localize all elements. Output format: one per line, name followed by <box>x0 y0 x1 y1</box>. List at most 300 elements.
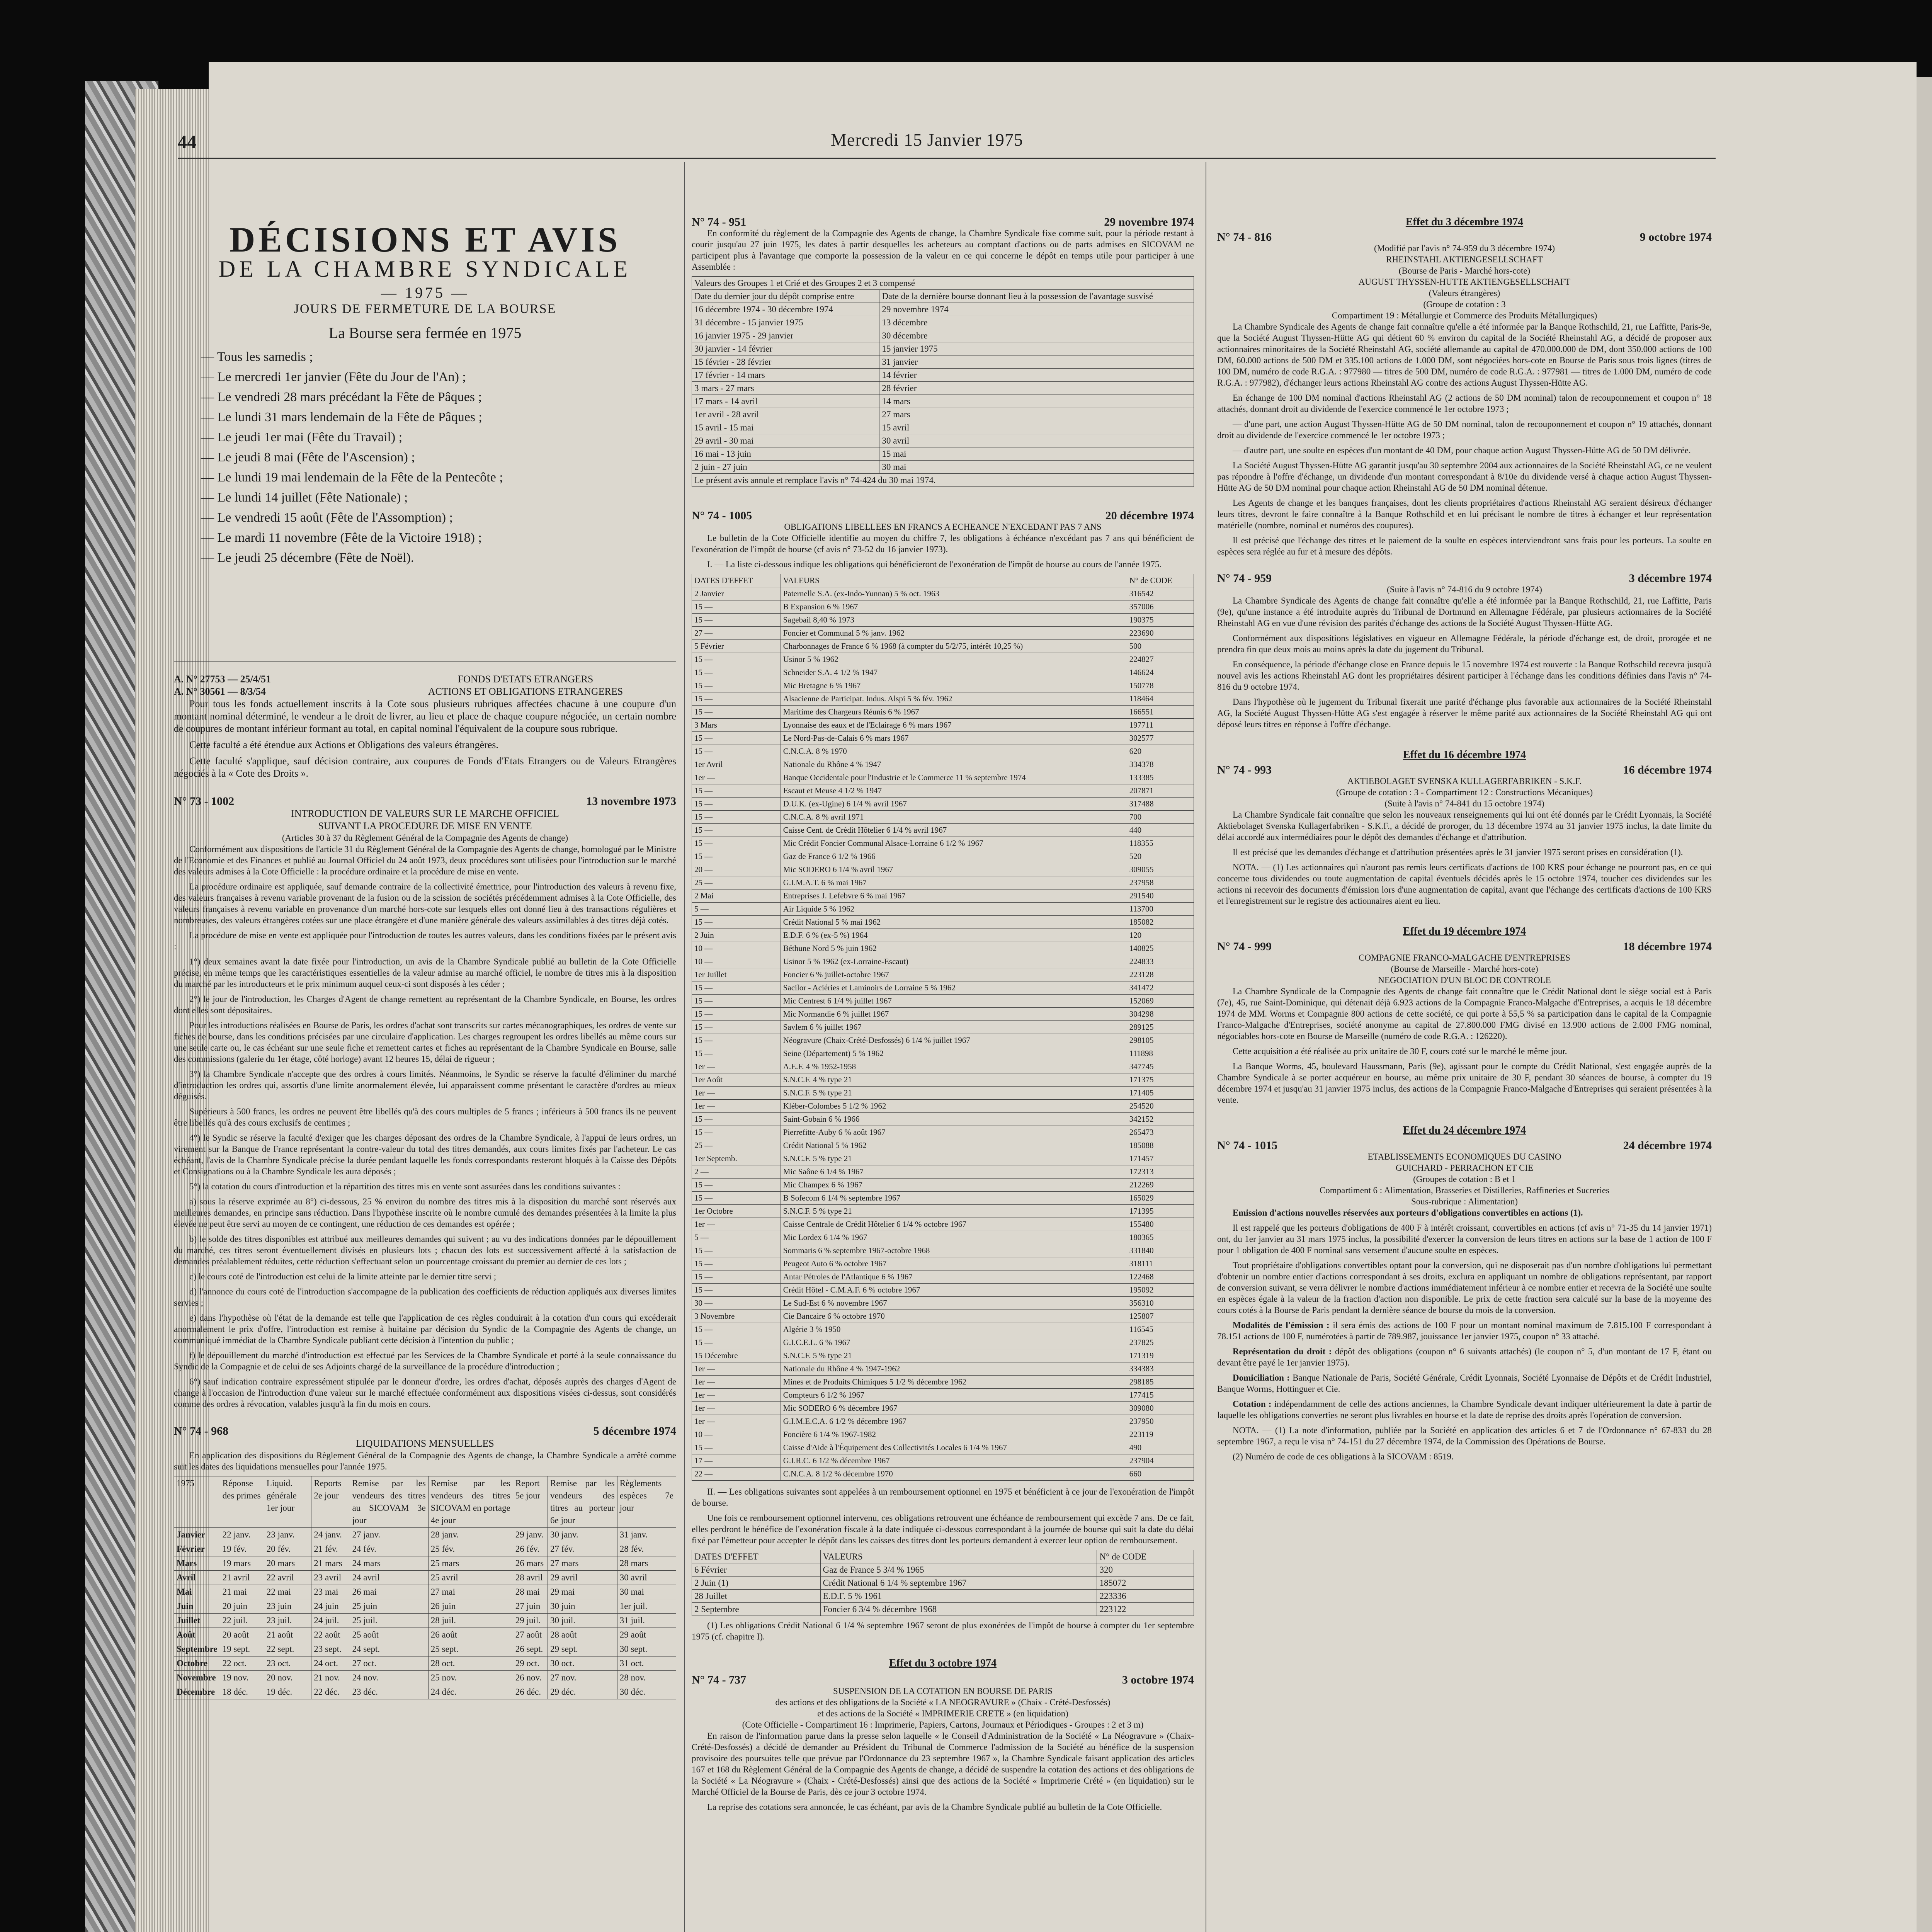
avis-951-cell: 29 avril - 30 mai <box>692 434 879 447</box>
column-2 <box>692 166 1194 1816</box>
avis-816-paragraph-4: — d'autre part, une soulte en espèces d'un montant de 40 DM, pour chaque action August Thyssen-Hütte AG de 50 DM délivrée. <box>1233 446 1691 455</box>
bond-table-cell: 30 — <box>692 1297 781 1310</box>
bond-table-row <box>692 955 1194 968</box>
liquidation-table-cell: 21 nov. <box>311 1671 350 1685</box>
bond-table-row <box>692 1336 1194 1349</box>
avis-1002-paragraph: La procédure de mise en vente est appliquée pour l'introduction de toutes les autres valeurs, dans les conditions fixées par le présent avis : <box>174 930 676 951</box>
avis-993-effect: Effet du 16 décembre 1974 <box>1403 749 1526 761</box>
bond-table-cell: 17 — <box>692 1454 781 1468</box>
liquidation-table-cell: 22 mai <box>264 1585 311 1599</box>
bond-table-cell: 291540 <box>1127 889 1194 903</box>
liquidation-table-cell: 26 août <box>428 1628 513 1642</box>
liquidation-table-cell: 26 sept. <box>513 1642 548 1656</box>
bond-table-row <box>692 600 1194 614</box>
bond-table-cell: Alsacienne de Participat. Indus. Alspi 5 % fév. 1962 <box>781 692 1127 706</box>
bond-table-cell: 342152 <box>1127 1113 1194 1126</box>
avis-816-effect: Effet du 3 décembre 1974 <box>1405 216 1524 228</box>
liquidation-table-cell: 25 août <box>350 1628 428 1642</box>
bond-table-cell: E.D.F. 6 % (ex-5 %) 1964 <box>781 929 1127 942</box>
liquidation-table-cell: 26 déc. <box>513 1685 548 1699</box>
avis-1015-sub-4: Compartiment 6 : Alimentation, Brasseries et Distilleries, Raffineries et Sucreries <box>1319 1185 1610 1195</box>
bond-table-cell: 15 — <box>692 1336 781 1349</box>
bond-table-cell: 120 <box>1127 929 1194 942</box>
bond-table-cell: 171457 <box>1127 1152 1194 1165</box>
liquidation-table-cell: 30 juin <box>548 1599 617 1614</box>
bond-table-cell: 289125 <box>1127 1021 1194 1034</box>
bond-table-row <box>692 1310 1194 1323</box>
bond-table-cell: 15 — <box>692 981 781 995</box>
bond-table-cell: G.I.C.E.L. 6 % 1967 <box>781 1336 1127 1349</box>
liquidation-table-header: Remise par les vendeurs des titres au SICOVAM 3e jour <box>350 1476 428 1528</box>
liquidation-table-cell: 26 fév. <box>513 1542 548 1556</box>
bond-table-cell: 1er Octobre <box>692 1205 781 1218</box>
bond-table-cell: 309080 <box>1127 1402 1194 1415</box>
avis-1015-sub-3: (Groupes de cotation : B et 1 <box>1413 1174 1516 1184</box>
bond-table-cell: Sagebail 8,40 % 1973 <box>781 614 1127 627</box>
avis-951-cell: 31 janvier <box>879 355 1194 369</box>
bond-table-cell: Mic Saône 6 1/4 % 1967 <box>781 1165 1127 1179</box>
liquidation-table-cell: 20 mars <box>264 1556 311 1571</box>
foreign-paragraph-1: Pour tous les fonds actuellement inscrits à la Cote sous plusieurs rubriques affectées chacune à une coupure d'un montant nominal déterminé, le vendeur a le droit de livrer, au lieu et place de chaque coupure négociée, un certain nombre de coupures de montant inférieur formant au total, en capital nominal l'équivalent de la coupure sous rubrique. <box>174 698 676 734</box>
holiday-item: — Le lundi 31 mars lendemain de la Fête de Pâques ; <box>201 410 482 424</box>
avis-1005-section-1: I. — La liste ci-dessous indique les obligations qui bénéficieront de l'exonération de l'impôt de bourse au cours de l'année 1975. <box>707 560 1162 569</box>
liquidation-table-row <box>174 1542 676 1556</box>
bond-table-cell: S.N.C.F. 5 % type 21 <box>781 1205 1127 1218</box>
liquidation-table-header: Reports 2e jour <box>311 1476 350 1528</box>
bond-table-cell: 15 — <box>692 1126 781 1139</box>
bond-table-cell: Mic SODERO 6 % décembre 1967 <box>781 1402 1127 1415</box>
avis-816-paragraph-3: — d'une part, une action August Thyssen-Hütte AG de 50 DM nominal, talon de recouponnement et coupon n° 19 attachés, donnant droit au dividende de l'exercice commencé le 1er octobre 1973 ; <box>1217 419 1712 440</box>
bond-table-cell: Béthune Nord 5 % juin 1962 <box>781 942 1127 955</box>
bond-table-cell: 224833 <box>1127 955 1194 968</box>
bond-table-cell: Crédit National 5 % 1962 <box>781 1139 1127 1152</box>
avis-951-cell: 29 novembre 1974 <box>879 303 1194 316</box>
bond-table-2-cell: 6 Février <box>692 1563 821 1577</box>
avis-1002-paragraph: b) le solde des titres disponibles est attribué aux meilleures demandes qui suivent ; au vu des indications données par le dépouillement du marché, ces titres seront éventuellement divisés en plusieurs lots ; chacun des lots est successivement affecté à la satisfaction de demandes préalablement réduites, cette réduction s'effectuant selon un pourcentage croissant du premier au dernier de ces lots ; <box>174 1234 676 1266</box>
bond-table-row <box>692 1376 1194 1389</box>
avis-951-cell: 15 février - 28 février <box>692 355 879 369</box>
bond-table-cell: 150778 <box>1127 679 1194 692</box>
avis-951-row <box>692 447 1194 461</box>
bond-table-2-row <box>692 1563 1194 1577</box>
bond-table-header-dates: DATES D'EFFET <box>692 574 781 587</box>
avis-999-paragraph-2: Cette acquisition a été réalisée au prix unitaire de 30 F, cours coté sur le marché le même jour. <box>1233 1046 1567 1056</box>
bond-table-row <box>692 1152 1194 1165</box>
liquidation-table-cell: Mai <box>174 1585 220 1599</box>
liquidation-table-cell: 24 janv. <box>311 1528 350 1542</box>
liquidation-table-row <box>174 1528 676 1542</box>
avis-951-cell: 16 mai - 13 juin <box>692 447 879 461</box>
liquidation-table-cell: 27 mars <box>548 1556 617 1571</box>
bond-table-cell: 15 — <box>692 798 781 811</box>
holiday-item: — Le jeudi 8 mai (Fête de l'Ascension) ; <box>201 450 415 464</box>
bond-table-cell: 237825 <box>1127 1336 1194 1349</box>
avis-1002-paragraph: 2°) le jour de l'introduction, les Charges d'Agent de change remettent au représentant de la Chambre Syndicale, en Bourse, les ordres dont elles sont dépositaires. <box>174 994 676 1015</box>
bond-table-cell: 318111 <box>1127 1257 1194 1270</box>
bond-table-cell: 25 — <box>692 876 781 889</box>
bond-table-cell: Pierrefitte-Auby 6 % août 1967 <box>781 1126 1127 1139</box>
avis-993-paragraph-2: Il est précisé que les demandes d'échange et d'attribution présentées après le 31 janvier 1975 seront prises en considération (1). <box>1233 847 1683 857</box>
bond-table-row <box>692 1192 1194 1205</box>
liquidation-table <box>174 1476 676 1699</box>
bond-table-row <box>692 732 1194 745</box>
bond-table-cell: G.I.M.A.T. 6 % mai 1967 <box>781 876 1127 889</box>
avis-999-sub-3: NEGOCIATION D'UN BLOC DE CONTROLE <box>1378 975 1551 985</box>
bond-table-2-cell: Crédit National 6 1/4 % septembre 1967 <box>820 1577 1097 1590</box>
liquidation-table-cell: 22 juil. <box>220 1614 264 1628</box>
holiday-item: — Le lundi 19 mai lendemain de la Fête de la Pentecôte ; <box>201 470 503 485</box>
bond-table-cell: 15 — <box>692 995 781 1008</box>
bond-table-cell: 1er — <box>692 1100 781 1113</box>
avis-816-sub-1: (Modifié par l'avis n° 74-959 du 3 décembre 1974) <box>1374 243 1555 253</box>
bond-table-cell: 15 — <box>692 1244 781 1257</box>
avis-1005-number: N° 74 - 1005 <box>692 509 752 522</box>
foreign-paragraph-2: Cette faculté a été étendue aux Actions et Obligations des valeurs étrangères. <box>189 739 498 750</box>
year-heading: — 1975 — <box>381 284 469 301</box>
liquidation-table-cell: 1er juil. <box>617 1599 676 1614</box>
bond-table-cell: 15 — <box>692 1192 781 1205</box>
holiday-item: — Tous les samedis ; <box>201 350 313 364</box>
bond-table-cell: 165029 <box>1127 1192 1194 1205</box>
liquidation-table-cell: 29 oct. <box>513 1656 548 1671</box>
bond-table-cell: 1er — <box>692 1060 781 1073</box>
liquidation-table-cell: 22 sept. <box>264 1642 311 1656</box>
bond-table-cell: 146624 <box>1127 666 1194 679</box>
avis-816-paragraph-6: Les Agents de change et les banques françaises, dont les clients propriétaires d'actions Rheinstahl AG seraient désireux d'échanger leurs titres, devront le faire connaître à la Banque Rothschild et en lui précisant le nombre de titres à échanger et leur représentation matérielle (nombre, nominal et numéros des coupures). <box>1217 498 1712 530</box>
liquidation-table-cell: 23 oct. <box>264 1656 311 1671</box>
bond-table-row <box>692 1244 1194 1257</box>
bond-table-cell: Nationale du Rhône 4 % 1947 <box>781 758 1127 771</box>
bond-table-row <box>692 1021 1194 1034</box>
avis-951-cell: 15 mai <box>879 447 1194 461</box>
bond-table-cell: 177415 <box>1127 1389 1194 1402</box>
liquidation-table-cell: 21 mars <box>311 1556 350 1571</box>
bond-table-cell: 1er — <box>692 771 781 784</box>
avis-1005-section-2b: Une fois ce remboursement optionnel intervenu, ces obligations retrouvent une échéance de remboursement qui excède 7 ans. De ce fait, elles perdront le bénéfice de l'exonération fiscale à la date indiquée ci-dessous correspondant à la journée de bourse qui suit la date du délai fixé par l'émetteur pour accepter le dépôt dans les caisses des titres dont les porteurs demandent à exercer leur option de remboursement. <box>692 1513 1194 1545</box>
bond-table-cell: Escaut et Meuse 4 1/2 % 1947 <box>781 784 1127 798</box>
bond-table-2-cell: 185072 <box>1097 1577 1194 1590</box>
bond-table-cell: Kléber-Colombes 5 1/2 % 1962 <box>781 1100 1127 1113</box>
bond-table-cell: 133385 <box>1127 771 1194 784</box>
liquidation-table-cell: 28 oct. <box>428 1656 513 1671</box>
bond-table-row <box>692 1415 1194 1428</box>
avis-951-cell: 17 mars - 14 avril <box>692 395 879 408</box>
avis-951-col-b: Date de la dernière bourse donnant lieu à la possession de l'avantage susvisé <box>879 290 1194 303</box>
bond-table-cell: 171375 <box>1127 1073 1194 1087</box>
bond-table-cell: Crédit National 5 % mai 1962 <box>781 916 1127 929</box>
bond-table-cell: D.U.K. (ex-Ugine) 6 1/4 % avril 1967 <box>781 798 1127 811</box>
avis-951-cell: 14 mars <box>879 395 1194 408</box>
avis-951-row <box>692 408 1194 421</box>
avis-1002-paragraph: 4°) le Syndic se réserve la faculté d'exiger que les charges déposant des ordres de la Chambre Syndicale, à l'appui de leurs ordres, un virement sur la Banque de France représentant la contre-valeur du total des titres demandés, aux cours limites fixés par l'acheteur. Le cas échéant, l'avis de la Chambre Syndicale précise la durée pendant laquelle les fonds correspondants resteront bloqués à la Caisse des Dépôts et Consignations ou à la Chambre Syndicale les aura déposés ; <box>174 1133 676 1176</box>
bond-table-cell: 15 — <box>692 679 781 692</box>
bond-table-cell: 298105 <box>1127 1034 1194 1047</box>
liquidation-table-cell: 19 sept. <box>220 1642 264 1656</box>
avis-951-cell: 30 janvier - 14 février <box>692 342 879 355</box>
bond-table-cell: 22 — <box>692 1468 781 1481</box>
liquidation-table-cell: 28 juil. <box>428 1614 513 1628</box>
bond-table-cell: Caisse Cent. de Crédit Hôtelier 6 1/4 % avril 1967 <box>781 824 1127 837</box>
bond-table-cell: Saint-Gobain 6 % 1966 <box>781 1113 1127 1126</box>
bond-table-cell: 15 — <box>692 1034 781 1047</box>
liquidation-table-cell: 28 mai <box>513 1585 548 1599</box>
avis-816-date: 9 octobre 1974 <box>1639 231 1712 243</box>
avis-1005-intro: Le bulletin de la Cote Officielle identifie au moyen du chiffre 7, les obligations à échéance n'excédant pas 7 ans qui bénéficient de l'exonération de l'impôt de bourse (cf avis n° 73-52 du 16 janvier 1973). <box>692 533 1194 554</box>
column-3 <box>1217 166 1712 1466</box>
bond-table-cell: 357006 <box>1127 600 1194 614</box>
liquidation-table-row <box>174 1585 676 1599</box>
liquidation-table-cell: 20 nov. <box>264 1671 311 1685</box>
bond-table-cell: 331840 <box>1127 1244 1194 1257</box>
avis-1002-paragraph: e) dans l'hypothèse où l'état de la demande est telle que l'application de ces règles conduirait à la cotation d'un cours qui excéderait anormalement le prix d'offre, l'introduction est remise à huitaine par décision du Syndic de la Compagnie des Agents de change, un communiqué immédiat de la Chambre Syndicale publiant cette décision à l'intention du public ; <box>174 1313 676 1345</box>
bond-table-cell: 15 — <box>692 916 781 929</box>
liquidation-table-header-row <box>174 1476 676 1528</box>
bond-table-row <box>692 1179 1194 1192</box>
bond-table-cell: 1er — <box>692 1389 781 1402</box>
bond-table-cell: 171319 <box>1127 1349 1194 1362</box>
bond-table-row <box>692 771 1194 784</box>
bond-table-cell: Mines et de Produits Chimiques 5 1/2 % décembre 1962 <box>781 1376 1127 1389</box>
avis-951-cell: 17 février - 14 mars <box>692 369 879 382</box>
avis-1002-paragraph: c) le cours coté de l'introduction est celui de la limite atteinte par le dernier titre servi ; <box>189 1272 497 1281</box>
avis-951-cell: 15 avril <box>879 421 1194 434</box>
bond-table-cell: 15 — <box>692 706 781 719</box>
bond-table-row <box>692 692 1194 706</box>
bond-table-cell: Air Liquide 5 % 1962 <box>781 903 1127 916</box>
avis-1015-sub-5: Sous-rubrique : Alimentation) <box>1411 1197 1518 1206</box>
liquidation-table-cell: 30 mai <box>617 1585 676 1599</box>
bond-table-cell: 5 — <box>692 903 781 916</box>
bond-table-cell: 356310 <box>1127 1297 1194 1310</box>
avis-816-number: N° 74 - 816 <box>1217 231 1272 243</box>
bond-table-row <box>692 627 1194 640</box>
liquidation-table-cell: 21 août <box>264 1628 311 1642</box>
foreign-shares-title: ACTIONS ET OBLIGATIONS ETRANGERES <box>428 686 623 697</box>
avis-816-paragraph-1: La Chambre Syndicale des Agents de change fait connaître qu'elle a été informée par la Banque Rothschild, 21, rue Laffitte, Paris-9e, que la Société August Thyssen-Hütte AG qui détient 60 % environ du capital de la Société Rheinstahl AG, a décidé de proposer aux actionnaires minoritaires de la Société Rheinstahl AG, société allemande au capital de 470.000.000 de DM, dont 350.000 actions de 100 DM, 60.000 actions de 500 DM et 335.100 actions de 1.000 DM, sont négociées hors-cote en Bourse de Paris sous trois lignes (titres de 100 DM, numéro de code R.G.A. : 977980 — titres de 500 DM, numéro de code R.G.A. : 977981 — titres de 1.000 DM, numéro de code R.G.A. : 977982), d'échanger leurs actions Rheinstahl AG contre des actions August Thyssen-Hütte AG. <box>1217 322 1712 388</box>
avis-737-title-3: et des actions de la Société « IMPRIMERIE CRETE » (en liquidation) <box>817 1709 1068 1718</box>
bond-table-row <box>692 1270 1194 1284</box>
avis-1002-paragraph: a) sous la réserve exprimée au 8°) ci-dessous, 25 % environ du nombre des titres mis à la disposition du marché sont réservés aux meilleures demandes, en principe sans réduction. Dans l'hypothèse inscrite où le nombre cumulé des demandes présentées à la limite la plus élevée ne peut être servi au moyen de ce contingent, une réduction de ces demandes est opérée ; <box>174 1197 676 1229</box>
avis-1015-sub-1: ETABLISSEMENTS ECONOMIQUES DU CASINO <box>1367 1152 1561 1162</box>
liquidation-table-cell: 19 déc. <box>264 1685 311 1699</box>
bond-table-row <box>692 1402 1194 1415</box>
bond-table-cell: 10 — <box>692 1428 781 1441</box>
avis-1002-paragraph: La procédure ordinaire est appliquée, sauf demande contraire de la collectivité émettrice, pour l'introduction des valeurs à revenu fixe, des valeurs françaises à revenu variable provenant de la fusion ou de la scission de sociétés précédemment admises à la Cote Officielle, des valeurs françaises à revenu variable en provenance d'un marché hors-cote sur lesquels elles ont donné lieu à des transactions régulières et nombreuses, des valeurs étrangères cotées sur une place étrangère et d'une manière générale des valeurs assimilables à des titres déjà cotés. <box>174 882 676 925</box>
liquidation-table-cell: 27 janv. <box>350 1528 428 1542</box>
liquidation-table-cell: 22 août <box>311 1628 350 1642</box>
avis-951-col-a: Date du dernier jour du dépôt comprise entre <box>692 290 879 303</box>
bond-table-cell: 500 <box>1127 640 1194 653</box>
avis-951-cell: 3 mars - 27 mars <box>692 382 879 395</box>
avis-816-sub-2: RHEINSTAHL AKTIENGESELLSCHAFT <box>1386 255 1543 264</box>
bond-table-cell: 180365 <box>1127 1231 1194 1244</box>
liquidation-table-row <box>174 1656 676 1671</box>
avis-951-table <box>692 276 1194 487</box>
bond-table-cell: 700 <box>1127 811 1194 824</box>
avis-1015-nota-2: (2) Numéro de code de ces obligations à la SICOVAM : 8519. <box>1233 1452 1454 1461</box>
bond-table-cell: 15 — <box>692 811 781 824</box>
avis-951-cell: 2 juin - 27 juin <box>692 461 879 474</box>
bond-table-cell: S.N.C.F. 5 % type 21 <box>781 1152 1127 1165</box>
avis-951-cell: 28 février <box>879 382 1194 395</box>
bond-table-cell: 334383 <box>1127 1362 1194 1376</box>
bond-table-2-cell: 2 Septembre <box>692 1603 821 1616</box>
bond-table-row <box>692 981 1194 995</box>
bond-table-cell: 118464 <box>1127 692 1194 706</box>
avis-816-sub-6: (Groupe de cotation : 3 <box>1423 299 1506 309</box>
avis-1015-paragraph-6: indépendamment de celle des actions anciennes, la Chambre Syndicale devant indiquer ultérieurement la date à partir de laquelle les obligations converties ne seront plus livrables en bourse et la date de reprise des droits après l'opération de conversion. <box>1217 1399 1712 1420</box>
bond-table-2-cell: Foncier 6 3/4 % décembre 1968 <box>820 1603 1097 1616</box>
bond-table-2-cell: E.D.F. 5 % 1961 <box>820 1590 1097 1603</box>
bond-table-2-cell: 2 Juin (1) <box>692 1577 821 1590</box>
bond-table-cell: 15 — <box>692 614 781 627</box>
page-number: 44 <box>178 132 196 152</box>
avis-1015-heading-4: Domiciliation : <box>1233 1373 1290 1383</box>
avis-1005-date: 20 décembre 1974 <box>1105 509 1194 522</box>
liquidation-table-row <box>174 1571 676 1585</box>
liquidation-table-header: Remise par les vendeurs des titres SICOVAM en portage 4e jour <box>428 1476 513 1528</box>
bond-table-cell: 317488 <box>1127 798 1194 811</box>
liquidation-table-cell: 25 sept. <box>428 1642 513 1656</box>
foreign-paragraph-3: Cette faculté s'applique, sauf décision contraire, aux coupures de Fonds d'Etats Etrangers ou de Valeurs Etrangères négociés à la « Cote des Droits ». <box>174 755 676 779</box>
holiday-item: — Le vendredi 15 août (Fête de l'Assomption) ; <box>201 510 453 525</box>
bond-table-cell: 190375 <box>1127 614 1194 627</box>
avis-1002-paragraph: Supérieurs à 500 francs, les ordres ne peuvent être libellés qu'à des cours multiples de 5 francs ; inférieurs à 500 francs ils ne peuvent être libellés qu'à des cours exclusifs de centimes ; <box>174 1107 676 1128</box>
bond-table-cell: 171395 <box>1127 1205 1194 1218</box>
liquidation-table-cell: 31 oct. <box>617 1656 676 1671</box>
bond-table-row <box>692 942 1194 955</box>
avis-999-paragraph-1: La Chambre Syndicale de la Compagnie des Agents de change fait connaître que le Crédit National dont le siège social est à Paris (7e), 45, rue Saint-Dominique, qui détenait déjà 6.923 actions de la Compagnie Franco-Malgache d'Entreprises, a acquis le 18 décembre 1974 de MM. Worms et Compagnie 800 actions de cette société, ce qui porte à 55,5 % sa participation dans le capital de la Compagnie Franco-Malgache d'Entreprises, société anonyme au capital de 27.800.000 FMG divisé en 13.900 actions de 2.000 FMG nominal, négociables hors-cote en Bourse de Marseille (numéro de code R.G.A. : 126220). <box>1217 986 1712 1041</box>
avis-951-number: N° 74 - 951 <box>692 216 747 228</box>
liquidation-table-cell: 29 mai <box>548 1585 617 1599</box>
avis-959-number: N° 74 - 959 <box>1217 572 1272 585</box>
bond-table-cell: 15 — <box>692 850 781 863</box>
bond-table-cell: 341472 <box>1127 981 1194 995</box>
bond-table-cell: 15 — <box>692 692 781 706</box>
bond-table-cell: Sommaris 6 % septembre 1967-octobre 1968 <box>781 1244 1127 1257</box>
avis-993-number: N° 74 - 993 <box>1217 764 1272 776</box>
liquidation-table-cell: 24 fév. <box>350 1542 428 1556</box>
avis-999-number: N° 74 - 999 <box>1217 940 1272 953</box>
liquidation-table-cell: 23 mai <box>311 1585 350 1599</box>
bond-table-cell: Antar Pétroles de l'Atlantique 6 % 1967 <box>781 1270 1127 1284</box>
liquidation-table-cell: 29 avril <box>548 1571 617 1585</box>
bond-table-cell: Foncière 6 1/4 % 1967-1982 <box>781 1428 1127 1441</box>
avis-951-cell: 30 décembre <box>879 329 1194 342</box>
liquidation-table-row <box>174 1642 676 1656</box>
avis-737-number: N° 74 - 737 <box>692 1673 747 1686</box>
bond-table-cell: Mic Normandie 6 % juillet 1967 <box>781 1008 1127 1021</box>
bond-table-cell: B Expansion 6 % 1967 <box>781 600 1127 614</box>
bond-table-cell: S.N.C.F. 5 % type 21 <box>781 1087 1127 1100</box>
bond-table-2-header-values: VALEURS <box>820 1550 1097 1563</box>
liquidation-table-header: Règlements espèces 7e jour <box>617 1476 676 1528</box>
bond-table-row <box>692 1454 1194 1468</box>
liquidation-table-cell: 23 sept. <box>311 1642 350 1656</box>
bond-table-row <box>692 666 1194 679</box>
bond-table-row <box>692 1468 1194 1481</box>
bond-table-cell: Usinor 5 % 1962 (ex-Lorraine-Escaut) <box>781 955 1127 968</box>
liquidation-table-cell: 20 août <box>220 1628 264 1642</box>
foreign-funds-title: FONDS D'ETATS ETRANGERS <box>457 673 594 685</box>
avis-951-row <box>692 434 1194 447</box>
avis-993-date: 16 décembre 1974 <box>1623 764 1712 776</box>
bond-table-cell: Schneider S.A. 4 1/2 % 1947 <box>781 666 1127 679</box>
running-header: Mercredi 15 Janvier 1975 <box>831 130 1023 150</box>
avis-951-cell: 13 décembre <box>879 316 1194 329</box>
bond-table-cell: 15 — <box>692 1113 781 1126</box>
liquidation-table-row <box>174 1556 676 1571</box>
bond-table-cell: 195092 <box>1127 1284 1194 1297</box>
bond-table-cell: 155480 <box>1127 1218 1194 1231</box>
bond-table-cell: 140825 <box>1127 942 1194 955</box>
liquidation-table-cell: 20 juin <box>220 1599 264 1614</box>
holiday-item: — Le lundi 14 juillet (Fête Nationale) ; <box>201 490 408 505</box>
liquidation-table-cell: 22 oct. <box>220 1656 264 1671</box>
bond-table-cell: Caisse d'Aide à l'Équipement des Collectivités Locales 6 1/4 % 1967 <box>781 1441 1127 1454</box>
bond-table-cell: 298185 <box>1127 1376 1194 1389</box>
liquidation-table-cell: Novembre <box>174 1671 220 1685</box>
bond-table-cell: 10 — <box>692 942 781 955</box>
bond-table-cell: Mic Centrest 6 1/4 % juillet 1967 <box>781 995 1127 1008</box>
bond-table-2-cell: 223336 <box>1097 1590 1194 1603</box>
liquidation-table-cell: 30 juil. <box>548 1614 617 1628</box>
avis-951-cell: 15 avril - 15 mai <box>692 421 879 434</box>
bond-table-cell: 1er — <box>692 1218 781 1231</box>
bond-table-cell: Mic Champex 6 % 1967 <box>781 1179 1127 1192</box>
bond-table-cell: 15 — <box>692 1270 781 1284</box>
bond-table-row <box>692 1165 1194 1179</box>
avis-951-cell: 30 mai <box>879 461 1194 474</box>
avis-999-date: 18 décembre 1974 <box>1623 940 1712 953</box>
bond-table-cell: Caisse Centrale de Crédit Hôtelier 6 1/4 % octobre 1967 <box>781 1218 1127 1231</box>
avis-968-date: 5 décembre 1974 <box>593 1425 676 1437</box>
bond-table-cell: 15 — <box>692 666 781 679</box>
section-separator <box>174 661 676 662</box>
holiday-item: — Le vendredi 28 mars précédant la Fête de Pâques ; <box>201 390 482 404</box>
bond-table-cell: 197711 <box>1127 719 1194 732</box>
bond-table-cell: Nationale du Rhône 4 % 1947-1962 <box>781 1362 1127 1376</box>
avis-993-paragraph-1: La Chambre Syndicale fait connaître que selon les nouveaux renseignements qui lui ont été donnés par le Crédit Lyonnais, la Société Aktiebolaget Svenska Kullagerfabriken - S.K.F., a décidé de proroger, du 13 décembre 1974 au 31 janvier 1975 inclus, la date limite du délai accordé aux intermédiaires pour le dépôt des demandes d'échange et d'attribution. <box>1217 810 1712 842</box>
avis-1005-section-2: II. — Les obligations suivantes sont appelées à un remboursement optionnel en 1975 et bénéficient à ce jour de l'exonération de l'impôt de bourse. <box>692 1487 1194 1508</box>
liquidation-table-cell: Septembre <box>174 1642 220 1656</box>
bond-table-cell: 3 Mars <box>692 719 781 732</box>
avis-951-cell: 1er avril - 28 avril <box>692 408 879 421</box>
avis-959-paragraph-1: La Chambre Syndicale des Agents de change fait connaître qu'elle a été informée par la Banque Rothschild, 21, rue Laffitte, Paris (9e), qu'une instance a été introduite auprès du Tribunal de Dortmund en Allemagne Fédérale, par plusieurs actionnaires de la Société Rheinstahl AG en vue d'une révision des parités d'échange des actions de la Société August Thyssen-Hütte AG. <box>1217 596 1712 628</box>
avis-959-paragraph-2: Conformément aux dispositions législatives en vigueur en Allemagne Fédérale, la période d'échange est, de droit, prorogée et ne prendra fin que deux mois au moins après la date du jugement du Tribunal. <box>1217 633 1712 654</box>
bond-table-cell: 166551 <box>1127 706 1194 719</box>
avis-951-note: Le présent avis annule et remplace l'avis n° 74-424 du 30 mai 1974. <box>692 474 1194 487</box>
bond-table-cell: Mic Crédit Foncier Communal Alsace-Lorraine 6 1/2 % 1967 <box>781 837 1127 850</box>
liquidation-table-cell: 26 mars <box>513 1556 548 1571</box>
bond-table-cell: 1er Août <box>692 1073 781 1087</box>
avis-1015-paragraph-1: Il est rappelé que les porteurs d'obligations de 400 F à intérêt croissant, convertibles en actions (cf avis n° 71-35 du 14 janvier 1971) ont, du 1er janvier au 31 mars 1975 inclus, la possibilité d'exercer la conversion de leurs titres en actions sur la base de 1 action de 100 F pour 1 obligation de 400 F nominal sans versement d'aucune soulte en espèces. <box>1217 1223 1712 1255</box>
avis-993-sub-1: AKTIEBOLAGET SVENSKA KULLAGERFABRIKEN - S.K.F. <box>1347 776 1582 786</box>
bond-table-cell: 1er — <box>692 1362 781 1376</box>
liquidation-table-cell: Août <box>174 1628 220 1642</box>
bond-table-cell: 111898 <box>1127 1047 1194 1060</box>
avis-999-sub-1: COMPAGNIE FRANCO-MALGACHE D'ENTREPRISES <box>1359 953 1570 963</box>
liquidation-table-cell: 24 mars <box>350 1556 428 1571</box>
avis-1015-nota: NOTA. — (1) La note d'information, publiée par la Société en application des articles 6 et 7 de l'Ordonnance n° 67-833 du 28 septembre 1967, a reçu le visa n° 74-151 du 27 décembre 1974, de la Commission des Opérations de Bourse. <box>1217 1425 1712 1446</box>
bond-table-cell: 302577 <box>1127 732 1194 745</box>
liquidation-table-cell: 24 juin <box>311 1599 350 1614</box>
bond-table-cell: 1er — <box>692 1376 781 1389</box>
avis-1015-date: 24 décembre 1974 <box>1623 1139 1712 1152</box>
bond-table-cell: 237950 <box>1127 1415 1194 1428</box>
bond-table-cell: 15 — <box>692 824 781 837</box>
liquidation-table-cell: 28 avril <box>513 1571 548 1585</box>
